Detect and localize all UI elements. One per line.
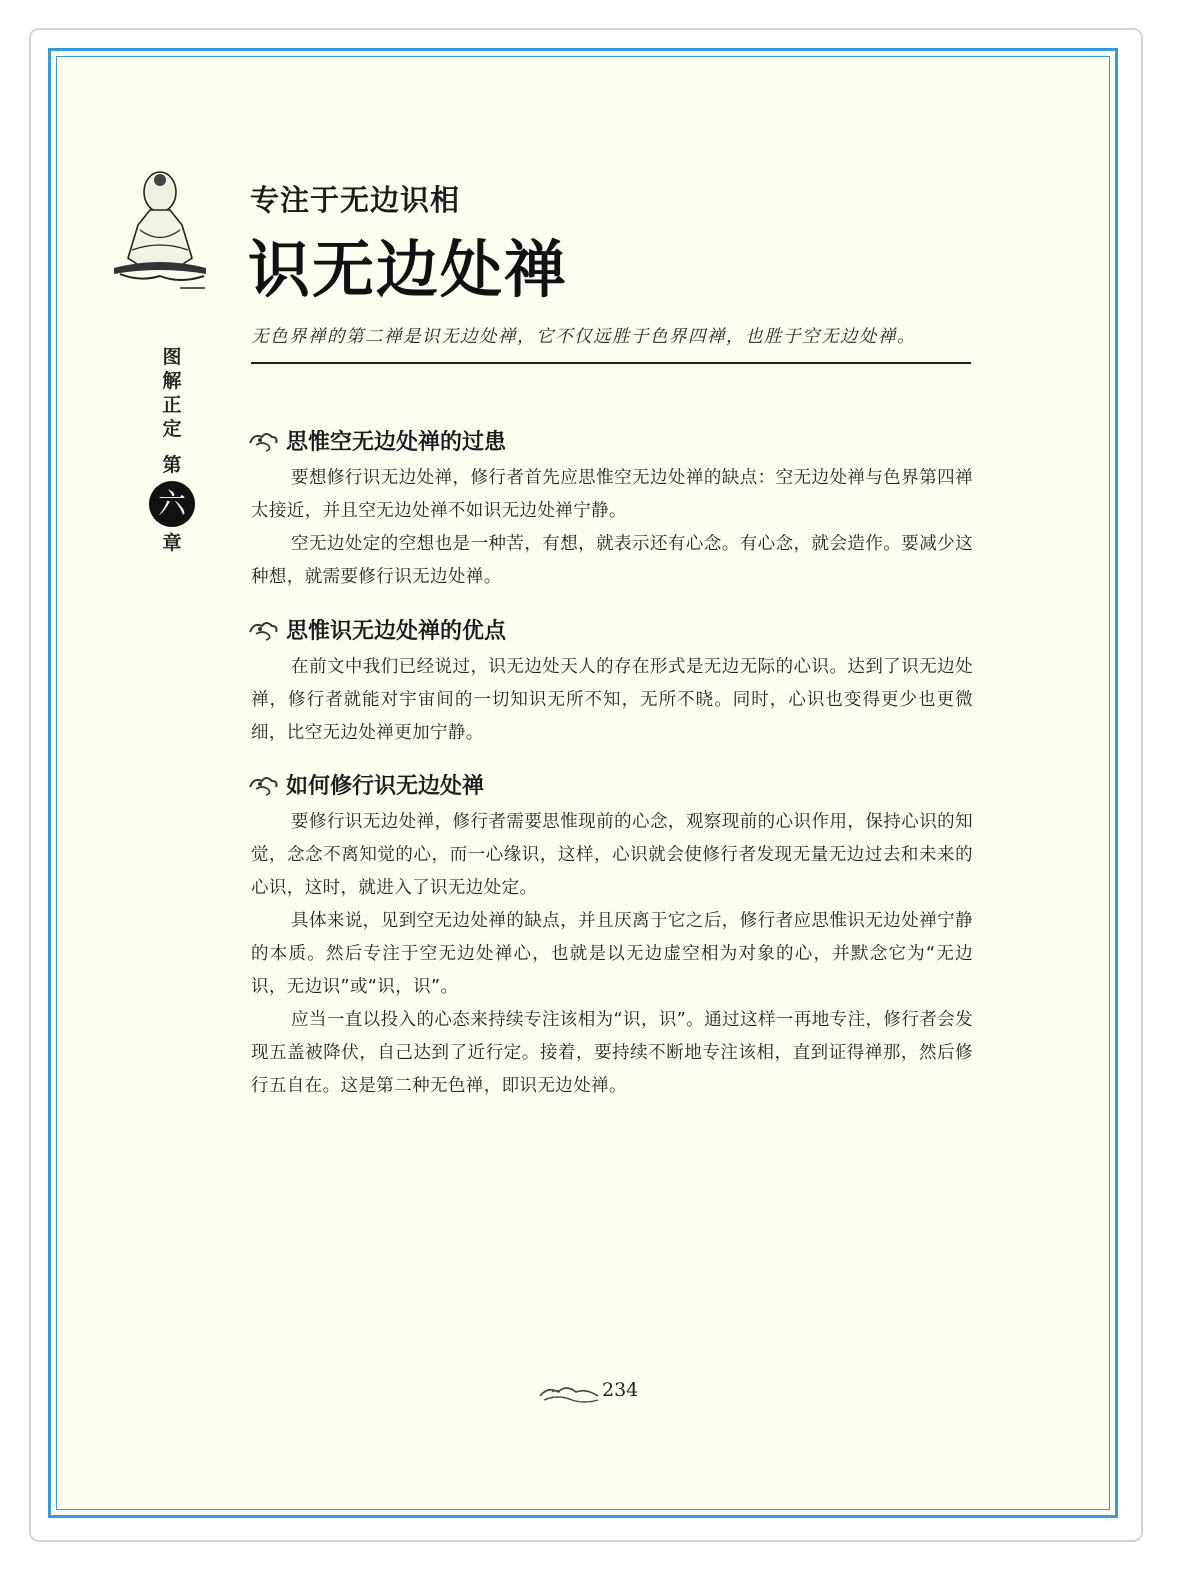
section-kicker: 专注于无边识相 (250, 183, 461, 217)
page-number: 234 (602, 1379, 639, 1401)
side-title-char: 定 (162, 418, 182, 440)
section-heading-text: 如何修行识无边处禅 (286, 773, 485, 799)
paragraph: 应当一直以投入的心态来持续专注该相为“识，识”。通过这样一再地专注，修行者会发现五盖被降伏，自己达到了近行定。接着，要持续不断地专注该相，直到证得禅那，然后修行五自在。这是第二种无色禅，即识无边处禅。 (251, 1010, 973, 1096)
page-cloud-ornament-icon (538, 1380, 600, 1408)
chapter-suffix: 章 (162, 532, 182, 554)
side-title-char: 图 (162, 346, 182, 368)
side-title-char: 解 (162, 370, 182, 392)
paragraph: 具体来说，见到空无边处禅的缺点，并且厌离于它之后，修行者应思惟识无边处禅宁静的本质。然后专注于空无边处禅心，也就是以无边虚空相为对象的心，并默念它为“无边识，无边识”或“识，识”。 (251, 911, 973, 997)
intro-text: 无色界禅的第二禅是识无边处禅，它不仅远胜于色界四禅，也胜于空无边处禅。 (251, 327, 916, 347)
paragraph: 要想修行识无边处禅，修行者首先应思惟空无边处禅的缺点：空无边处禅与色界第四禅太接近，并且空无边处禅不如识无边处禅宁静。 (251, 468, 973, 521)
paragraph: 空无边处定的空想也是一种苦，有想，就表示还有心念。有心念，就会造作。要减少这种想，就需要修行识无边处禅。 (251, 534, 973, 587)
cloud-ornament-icon (248, 773, 280, 797)
section-heading (248, 425, 506, 456)
section-heading (248, 769, 484, 800)
chapter-prefix: 第 (162, 454, 182, 476)
page-title: 识无边处禅 (248, 233, 569, 306)
intro-divider (251, 362, 971, 364)
cloud-ornament-icon (248, 429, 280, 453)
section-heading-text: 思惟识无边处禅的优点 (286, 618, 507, 644)
page-footer (538, 1376, 658, 1406)
side-chapter-label (147, 345, 197, 555)
cloud-ornament-icon (248, 618, 280, 642)
paragraph: 要修行识无边处禅，修行者需要思惟现前的心念，观察现前的心识作用，保持心识的知觉，念念不离知觉的心，而一心缘识，这样，心识就会使修行者发现无量无边过去和未来的心识，这时，就进入了识无边处定。 (251, 812, 973, 898)
chapter-number-badge: 六 (149, 481, 195, 527)
section-heading-text: 思惟空无边处禅的过患 (286, 429, 507, 455)
buddha-illustration (110, 170, 210, 290)
side-title-char: 正 (162, 394, 182, 416)
section-heading (248, 614, 506, 645)
paragraph: 在前文中我们已经说过，识无边处天人的存在形式是无边无际的心识。达到了识无边处禅，修行者就能对宇宙间的一切知识无所不知，无所不晓。同时，心识也变得更少也更微细，比空无边处禅更加宁静。 (251, 657, 973, 743)
